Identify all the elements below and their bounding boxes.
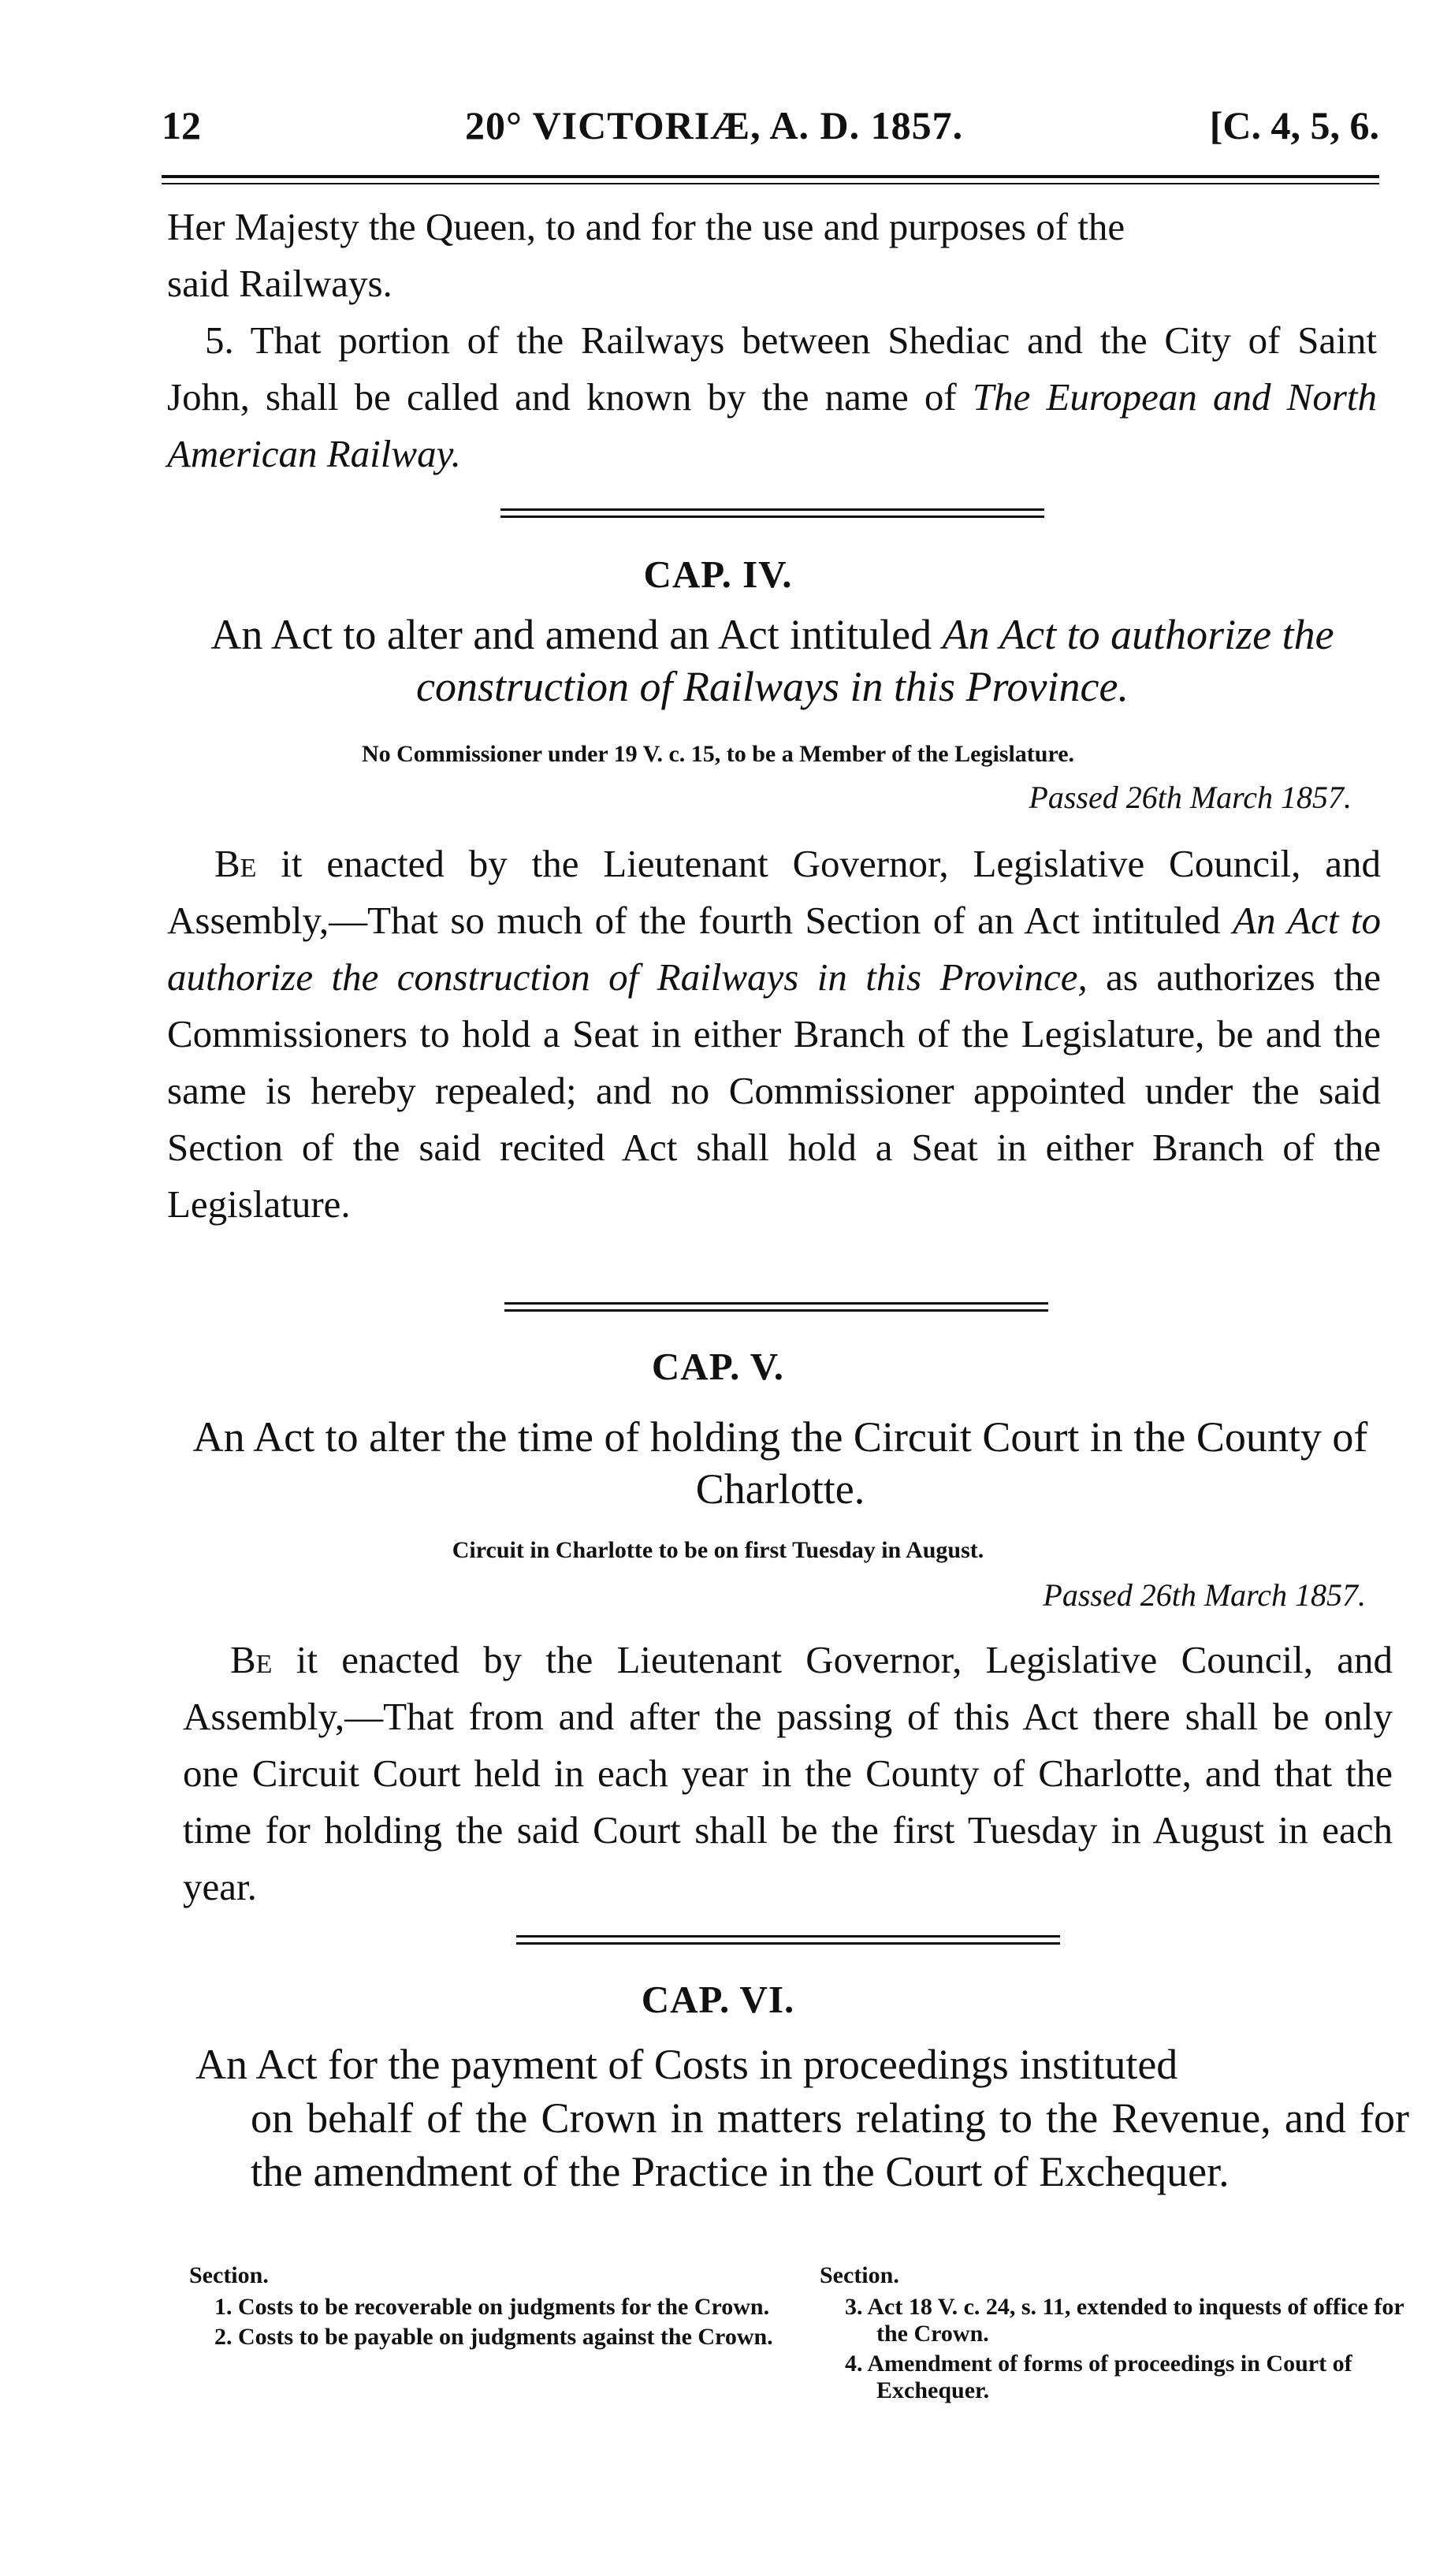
cap-5-heading: CAP. V.: [651, 1345, 785, 1388]
section-divider: [504, 1302, 1048, 1312]
cap-4-lead-word: Be: [214, 842, 257, 885]
page-number: 12: [162, 103, 201, 147]
contents-entry: 2. Costs to be payable on judgments against the Crown.: [214, 2324, 773, 2350]
cap-4-heading: CAP. IV.: [643, 553, 793, 596]
contents-right-column: [820, 2262, 1419, 2407]
contents-left-column: [189, 2262, 788, 2354]
cap-4-enacting-clause: [167, 836, 1381, 1233]
cap-4-body-part-1: it enacted by the Lieutenant Governor, Legislative Council, and Assembly,—That so much of the fourth Section of an Act intituled: [167, 842, 1381, 942]
page-header: [162, 93, 1379, 156]
cap-4-passed-date: Passed 26th March 1857.: [1029, 780, 1352, 815]
section-divider: [500, 508, 1044, 518]
section-divider: [516, 1935, 1060, 1945]
cap-6-title-first-line: An Act for the payment of Costs in proceedings instituted: [195, 2041, 1178, 2088]
contents-right-heading: Section.: [820, 2262, 899, 2288]
chapter-range: [C. 4, 5, 6.: [1209, 103, 1379, 147]
cap-5-body: [183, 1632, 1393, 1915]
cap-4-title: [162, 609, 1383, 713]
continuation-line-1: Her Majesty the Queen, to and for the use and purposes of the: [167, 205, 1125, 248]
section-contents: [189, 2262, 1411, 2436]
previous-chapter-continuation: [167, 199, 1377, 482]
cap-4-title-plain: An Act to alter and amend an Act intituled: [210, 611, 943, 658]
cap-4-body-part-2: as authorizes the Commissioners to hold a Seat in either Branch of the Legislature, be and the same is hereby repealed; and no Commissioner appointed under the said Section of the said recited Act shall hold a Seat in either Branch of the Legislature.: [167, 955, 1381, 1226]
section-5: [167, 312, 1377, 482]
section-5-text: 5. That portion of the Railways between Shediac and the City of Saint John, shall be called and known by the name of: [167, 318, 1377, 419]
cap-4-body: [167, 836, 1381, 1233]
contents-entry: 3. Act 18 V. c. 24, s. 11, extended to inquests of office for the Crown.: [845, 2294, 1404, 2347]
contents-left-heading: Section.: [189, 2262, 269, 2288]
cap-4-marginal-note: No Commissioner under 19 V. c. 15, to be a Member of the Legislature.: [361, 741, 1075, 767]
continuation-line-2: said Railways.: [167, 262, 392, 305]
contents-entry: 4. Amendment of forms of proceedings in Court of Exchequer.: [845, 2351, 1352, 2403]
cap-6-heading: CAP. VI.: [641, 1978, 795, 2021]
running-title: 20° VICTORIÆ, A. D. 1857.: [465, 103, 964, 147]
cap-5-passed-date: Passed 26th March 1857.: [1043, 1577, 1366, 1613]
cap-6-title: [195, 2038, 1409, 2198]
cap-4-body-italic: An Act to authorize the construction of Railways in this Province,: [167, 899, 1382, 999]
cap-5-enacting-clause: [183, 1632, 1393, 1915]
cap-4-title-italic: An Act to authorize the construction of Railways in this Province.: [416, 611, 1334, 710]
cap-5-title: An Act to alter the time of holding the Circuit Court in the County of Charlotte.: [192, 1413, 1368, 1513]
cap-5-marginal-note: Circuit in Charlotte to be on first Tuesday in August.: [452, 1537, 984, 1563]
cap-6-title-rest: on behalf of the Crown in matters relating to the Revenue, and for the amendment of the Practice in the Court of Exchequer.: [251, 2094, 1409, 2195]
contents-entry: 1. Costs to be recoverable on judgments for the Crown.: [214, 2294, 770, 2320]
cap-5-lead-word: Be: [230, 1638, 273, 1681]
railway-name: The European and North American Railway.: [167, 375, 1377, 475]
cap-5-body-text: it enacted by the Lieutenant Governor, Legislative Council, and Assembly,—That from and after the passing of this Act there shall be only one Circuit Court held in each year in the County of Charlotte, and that the time for holding the said Court shall be the first Tuesday in August in each year.: [183, 1638, 1393, 1908]
header-rule: [162, 175, 1379, 184]
